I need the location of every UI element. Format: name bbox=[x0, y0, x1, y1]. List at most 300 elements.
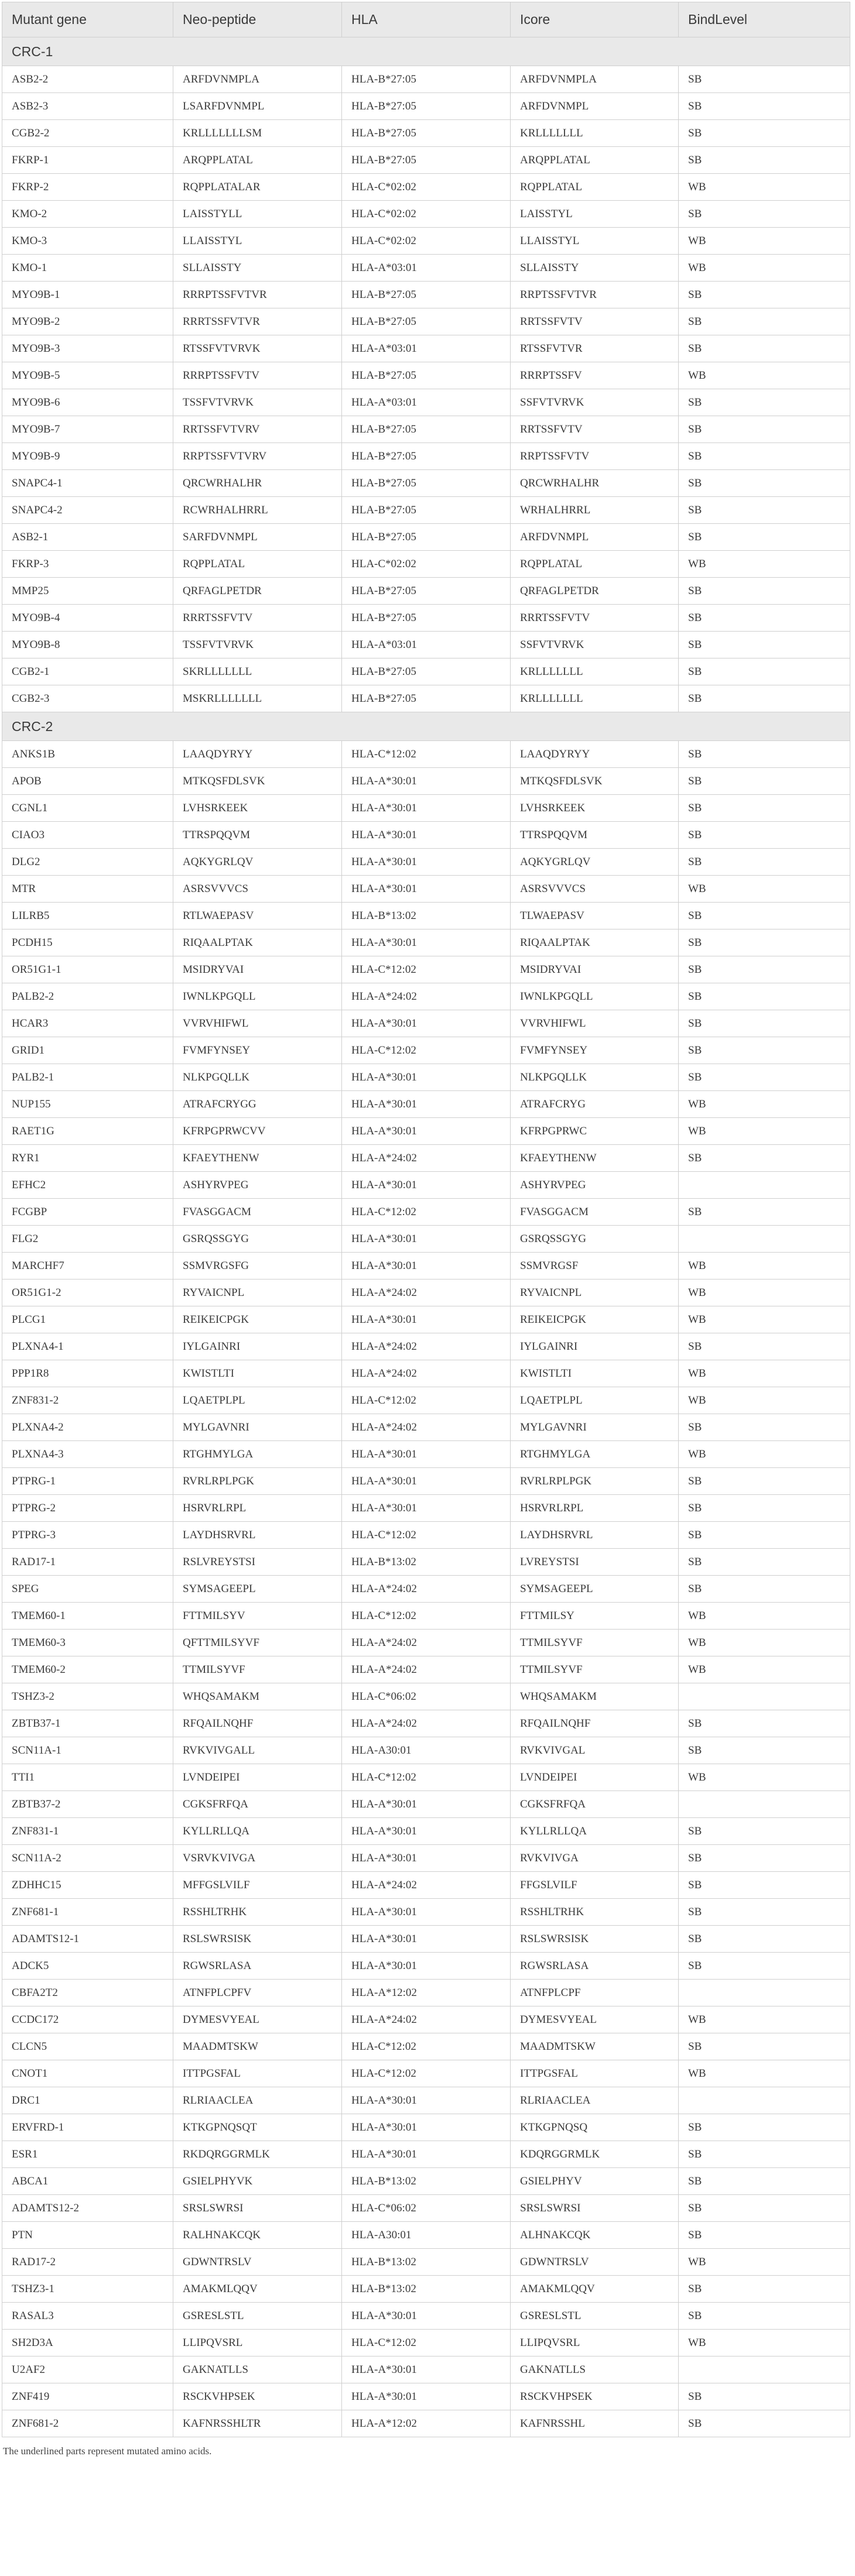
icore-cell: DYMESVYEAL bbox=[511, 2006, 679, 2033]
mutant-gene-cell: ZDHHC15 bbox=[2, 1872, 173, 1899]
hla-cell: HLA-A*24:02 bbox=[342, 1414, 511, 1441]
neo-peptide-cell: WHQSAMAKM bbox=[173, 1683, 342, 1710]
icore-cell: GSRESLSTL bbox=[511, 2303, 679, 2330]
icore-cell: MYLGAVNRI bbox=[511, 1414, 679, 1441]
bindlevel-cell: SB bbox=[679, 2222, 850, 2249]
hla-cell: HLA-B*27:05 bbox=[342, 470, 511, 497]
neo-peptide-cell: ITTPGSFAL bbox=[173, 2060, 342, 2087]
hla-cell: HLA-A*24:02 bbox=[342, 983, 511, 1010]
icore-cell: TTMILSYVF bbox=[511, 1656, 679, 1683]
hla-cell: HLA-A*24:02 bbox=[342, 1145, 511, 1172]
mutant-gene-cell: SCN11A-1 bbox=[2, 1737, 173, 1764]
bindlevel-cell: WB bbox=[679, 1118, 850, 1145]
mutant-gene-cell: CNOT1 bbox=[2, 2060, 173, 2087]
hla-cell: HLA-A*03:01 bbox=[342, 335, 511, 362]
table-row bbox=[2, 741, 850, 768]
icore-cell: LAISSTYL bbox=[511, 201, 679, 228]
table-row bbox=[2, 2168, 850, 2195]
mutant-gene-cell: RASAL3 bbox=[2, 2303, 173, 2330]
bindlevel-cell bbox=[679, 1791, 850, 1818]
mutant-gene-cell: PLXNA4-3 bbox=[2, 1441, 173, 1468]
bindlevel-cell: SB bbox=[679, 1495, 850, 1522]
table-row bbox=[2, 1603, 850, 1630]
neo-peptide-cell: REIKEICPGK bbox=[173, 1306, 342, 1333]
neo-peptide-cell: AMAKMLQQV bbox=[173, 2276, 342, 2303]
mutant-gene-cell: SNAPC4-2 bbox=[2, 497, 173, 524]
column-header-mutant-gene: Mutant gene bbox=[2, 2, 173, 37]
table-row bbox=[2, 795, 850, 822]
table-row bbox=[2, 632, 850, 658]
neo-peptide-cell: GSRESLSTL bbox=[173, 2303, 342, 2330]
table-row bbox=[2, 551, 850, 578]
neo-peptide-cell: ATNFPLCPFV bbox=[173, 1980, 342, 2006]
neo-peptide-cell: FTTMILSYV bbox=[173, 1603, 342, 1630]
neo-peptide-cell: RTGHMYLGA bbox=[173, 1441, 342, 1468]
neo-peptide-cell: RALHNAKCQK bbox=[173, 2222, 342, 2249]
table-row bbox=[2, 1953, 850, 1980]
icore-cell: MSIDRYVAI bbox=[511, 956, 679, 983]
column-header-bindlevel: BindLevel bbox=[679, 2, 850, 37]
neo-peptide-cell: SKRLLLLLLL bbox=[173, 658, 342, 685]
hla-cell: HLA-B*13:02 bbox=[342, 903, 511, 929]
bindlevel-cell: SB bbox=[679, 605, 850, 632]
icore-cell: KFAEYTHENW bbox=[511, 1145, 679, 1172]
neo-peptide-cell: LLAISSTYL bbox=[173, 228, 342, 255]
table-row bbox=[2, 685, 850, 712]
neo-peptide-cell: RSLSWRSISK bbox=[173, 1926, 342, 1953]
icore-cell: KTKGPNQSQ bbox=[511, 2114, 679, 2141]
mutant-gene-cell: CBFA2T2 bbox=[2, 1980, 173, 2006]
mutant-gene-cell: CCDC172 bbox=[2, 2006, 173, 2033]
bindlevel-cell: SB bbox=[679, 929, 850, 956]
mutant-gene-cell: MYO9B-7 bbox=[2, 416, 173, 443]
neo-peptide-cell: RQPPLATALAR bbox=[173, 174, 342, 201]
hla-cell: HLA-A*30:01 bbox=[342, 1468, 511, 1495]
table-row bbox=[2, 1764, 850, 1791]
icore-cell: KRLLLLLLL bbox=[511, 120, 679, 147]
neo-peptide-cell: MTKQSFDLSVK bbox=[173, 768, 342, 795]
hla-cell: HLA-A*30:01 bbox=[342, 1495, 511, 1522]
mutant-gene-cell: MYO9B-9 bbox=[2, 443, 173, 470]
mutant-gene-cell: PLXNA4-2 bbox=[2, 1414, 173, 1441]
neo-peptide-cell: RTSSFVTVRVK bbox=[173, 335, 342, 362]
icore-cell: GDWNTRSLV bbox=[511, 2249, 679, 2276]
bindlevel-cell: SB bbox=[679, 768, 850, 795]
hla-cell: HLA-C*12:02 bbox=[342, 2033, 511, 2060]
hla-cell: HLA-A*30:01 bbox=[342, 1064, 511, 1091]
neo-peptide-cell: LAAQDYRYY bbox=[173, 741, 342, 768]
bindlevel-cell: SB bbox=[679, 1037, 850, 1064]
hla-cell: HLA-B*13:02 bbox=[342, 2249, 511, 2276]
bindlevel-cell: WB bbox=[679, 2060, 850, 2087]
mutant-gene-cell: PALB2-1 bbox=[2, 1064, 173, 1091]
neo-peptide-cell: RTLWAEPASV bbox=[173, 903, 342, 929]
mutant-gene-cell: ADCK5 bbox=[2, 1953, 173, 1980]
mutant-gene-cell: MYO9B-1 bbox=[2, 282, 173, 308]
icore-cell: RQPPLATAL bbox=[511, 174, 679, 201]
hla-cell: HLA-C*12:02 bbox=[342, 2060, 511, 2087]
neo-peptide-cell: RFQAILNQHF bbox=[173, 1710, 342, 1737]
hla-cell: HLA-B*13:02 bbox=[342, 1549, 511, 1576]
icore-cell: LVREYSTSI bbox=[511, 1549, 679, 1576]
neo-peptide-cell: LVNDEIPEI bbox=[173, 1764, 342, 1791]
table-row bbox=[2, 2249, 850, 2276]
mutant-gene-cell: PLCG1 bbox=[2, 1306, 173, 1333]
column-header-icore: Icore bbox=[511, 2, 679, 37]
mutant-gene-cell: GRID1 bbox=[2, 1037, 173, 1064]
hla-cell: HLA-B*27:05 bbox=[342, 308, 511, 335]
group-label: CRC-1 bbox=[2, 37, 850, 66]
neo-peptide-cell: MAADMTSKW bbox=[173, 2033, 342, 2060]
mutant-gene-cell: FLG2 bbox=[2, 1226, 173, 1253]
neo-peptide-cell: NLKPGQLLK bbox=[173, 1064, 342, 1091]
icore-cell: ALHNAKCQK bbox=[511, 2222, 679, 2249]
hla-cell: HLA-B*27:05 bbox=[342, 66, 511, 93]
hla-cell: HLA-A*30:01 bbox=[342, 768, 511, 795]
table-row bbox=[2, 605, 850, 632]
icore-cell: NLKPGQLLK bbox=[511, 1064, 679, 1091]
hla-cell: HLA-C*02:02 bbox=[342, 174, 511, 201]
bindlevel-cell: SB bbox=[679, 1414, 850, 1441]
icore-cell: RQPPLATAL bbox=[511, 551, 679, 578]
column-header-hla: HLA bbox=[342, 2, 511, 37]
mutant-gene-cell: U2AF2 bbox=[2, 2357, 173, 2383]
hla-cell: HLA-B*27:05 bbox=[342, 658, 511, 685]
hla-cell: HLA-A*30:01 bbox=[342, 1091, 511, 1118]
neo-peptide-cell: IYLGAINRI bbox=[173, 1333, 342, 1360]
icore-cell: AQKYGRLQV bbox=[511, 849, 679, 876]
bindlevel-cell: SB bbox=[679, 335, 850, 362]
table-row bbox=[2, 2033, 850, 2060]
table-row bbox=[2, 1522, 850, 1549]
neo-peptide-cell: MYLGAVNRI bbox=[173, 1414, 342, 1441]
neo-peptide-cell: RRRTSSFVTVR bbox=[173, 308, 342, 335]
neo-peptide-cell: RRRPTSSFVTV bbox=[173, 362, 342, 389]
bindlevel-cell: SB bbox=[679, 308, 850, 335]
hla-cell: HLA-C*12:02 bbox=[342, 1764, 511, 1791]
neo-peptide-cell: SARFDVNMPL bbox=[173, 524, 342, 551]
neo-peptide-cell: SYMSAGEEPL bbox=[173, 1576, 342, 1603]
table-row bbox=[2, 876, 850, 903]
table-row bbox=[2, 1226, 850, 1253]
hla-cell: HLA-A*24:02 bbox=[342, 1630, 511, 1656]
neo-peptide-cell: RVKVIVGALL bbox=[173, 1737, 342, 1764]
mutant-gene-cell: OR51G1-2 bbox=[2, 1280, 173, 1306]
table-row bbox=[2, 308, 850, 335]
bindlevel-cell bbox=[679, 1980, 850, 2006]
icore-cell: GSRQSSGYG bbox=[511, 1226, 679, 1253]
neo-peptide-cell: IWNLKPGQLL bbox=[173, 983, 342, 1010]
icore-cell: ARFDVNMPLA bbox=[511, 66, 679, 93]
hla-cell: HLA-C*12:02 bbox=[342, 956, 511, 983]
hla-cell: HLA-A*30:01 bbox=[342, 1010, 511, 1037]
neo-peptide-cell: KFAEYTHENW bbox=[173, 1145, 342, 1172]
icore-cell: IYLGAINRI bbox=[511, 1333, 679, 1360]
neo-peptide-cell: TTMILSYVF bbox=[173, 1656, 342, 1683]
icore-cell: RVRLRPLPGK bbox=[511, 1468, 679, 1495]
bindlevel-cell: WB bbox=[679, 1280, 850, 1306]
mutant-gene-cell: LILRB5 bbox=[2, 903, 173, 929]
mutant-gene-cell: SNAPC4-1 bbox=[2, 470, 173, 497]
hla-cell: HLA-A*03:01 bbox=[342, 255, 511, 282]
table-row bbox=[2, 1306, 850, 1333]
neo-peptide-cell: VSRVKVIVGA bbox=[173, 1845, 342, 1872]
icore-cell: SSMVRGSF bbox=[511, 1253, 679, 1280]
mutant-gene-cell: SCN11A-2 bbox=[2, 1845, 173, 1872]
icore-cell: ITTPGSFAL bbox=[511, 2060, 679, 2087]
neo-peptide-cell: RRTSSFVTVRV bbox=[173, 416, 342, 443]
bindlevel-cell: SB bbox=[679, 497, 850, 524]
table-row bbox=[2, 1145, 850, 1172]
hla-cell: HLA-A*30:01 bbox=[342, 1953, 511, 1980]
neo-peptide-cell: LAYDHSRVRL bbox=[173, 1522, 342, 1549]
mutant-gene-cell: DLG2 bbox=[2, 849, 173, 876]
mutant-gene-cell: PTPRG-1 bbox=[2, 1468, 173, 1495]
hla-cell: HLA-A*30:01 bbox=[342, 1845, 511, 1872]
icore-cell: MAADMTSKW bbox=[511, 2033, 679, 2060]
mutant-gene-cell: ADAMTS12-1 bbox=[2, 1926, 173, 1953]
bindlevel-cell: SB bbox=[679, 1145, 850, 1172]
table-row bbox=[2, 1549, 850, 1576]
table-row bbox=[2, 1199, 850, 1226]
neo-peptide-cell: SSMVRGSFG bbox=[173, 1253, 342, 1280]
bindlevel-cell: SB bbox=[679, 658, 850, 685]
hla-cell: HLA-B*27:05 bbox=[342, 443, 511, 470]
table-row bbox=[2, 1576, 850, 1603]
bindlevel-cell: SB bbox=[679, 201, 850, 228]
hla-cell: HLA-A*30:01 bbox=[342, 1306, 511, 1333]
icore-cell: WRHALHRRL bbox=[511, 497, 679, 524]
mutant-gene-cell: ZNF681-1 bbox=[2, 1899, 173, 1926]
bindlevel-cell: SB bbox=[679, 1199, 850, 1226]
neo-peptide-cell: RRRTSSFVTV bbox=[173, 605, 342, 632]
mutant-gene-cell: TSHZ3-2 bbox=[2, 1683, 173, 1710]
hla-cell: HLA-B*27:05 bbox=[342, 416, 511, 443]
icore-cell: SLLAISSTY bbox=[511, 255, 679, 282]
table-row bbox=[2, 2195, 850, 2222]
icore-cell: RGWSRLASA bbox=[511, 1953, 679, 1980]
icore-cell: ASHYRVPEG bbox=[511, 1172, 679, 1199]
table-row bbox=[2, 282, 850, 308]
neo-peptide-cell: LVHSRKEEK bbox=[173, 795, 342, 822]
mutant-gene-cell: MYO9B-5 bbox=[2, 362, 173, 389]
hla-cell: HLA-A*24:02 bbox=[342, 2006, 511, 2033]
icore-cell: ATNFPLCPF bbox=[511, 1980, 679, 2006]
table-row bbox=[2, 1118, 850, 1145]
neo-peptide-cell: MSIDRYVAI bbox=[173, 956, 342, 983]
bindlevel-cell: SB bbox=[679, 741, 850, 768]
table-row bbox=[2, 1414, 850, 1441]
neo-peptide-cell: RRRPTSSFVTVR bbox=[173, 282, 342, 308]
hla-cell: HLA-A*24:02 bbox=[342, 1576, 511, 1603]
hla-cell: HLA-C*12:02 bbox=[342, 1199, 511, 1226]
table-row bbox=[2, 929, 850, 956]
table-row bbox=[2, 1495, 850, 1522]
bindlevel-cell: SB bbox=[679, 2033, 850, 2060]
hla-cell: HLA-B*13:02 bbox=[342, 2276, 511, 2303]
icore-cell: RSSHLTRHK bbox=[511, 1899, 679, 1926]
icore-cell: TTRSPQQVM bbox=[511, 822, 679, 849]
mutant-gene-cell: PLXNA4-1 bbox=[2, 1333, 173, 1360]
icore-cell: RRTSSFVTV bbox=[511, 308, 679, 335]
hla-cell: HLA-A*30:01 bbox=[342, 1926, 511, 1953]
hla-cell: HLA-B*27:05 bbox=[342, 578, 511, 605]
hla-cell: HLA-C*12:02 bbox=[342, 741, 511, 768]
neo-peptide-cell: LQAETPLPL bbox=[173, 1387, 342, 1414]
icore-cell: KAFNRSSHL bbox=[511, 2410, 679, 2437]
bindlevel-cell: SB bbox=[679, 1064, 850, 1091]
hla-cell: HLA-A*30:01 bbox=[342, 2141, 511, 2168]
table-row bbox=[2, 983, 850, 1010]
neo-peptide-cell: AQKYGRLQV bbox=[173, 849, 342, 876]
hla-cell: HLA-C*12:02 bbox=[342, 1387, 511, 1414]
table-row bbox=[2, 2276, 850, 2303]
bindlevel-cell: SB bbox=[679, 93, 850, 120]
icore-cell: FVASGGACM bbox=[511, 1199, 679, 1226]
table-row bbox=[2, 1172, 850, 1199]
bindlevel-cell: SB bbox=[679, 2114, 850, 2141]
icore-cell: MTKQSFDLSVK bbox=[511, 768, 679, 795]
table-row bbox=[2, 2222, 850, 2249]
icore-cell: LQAETPLPL bbox=[511, 1387, 679, 1414]
bindlevel-cell: SB bbox=[679, 1710, 850, 1737]
icore-cell: REIKEICPGK bbox=[511, 1306, 679, 1333]
bindlevel-cell: SB bbox=[679, 282, 850, 308]
bindlevel-cell: WB bbox=[679, 2006, 850, 2033]
bindlevel-cell: SB bbox=[679, 1818, 850, 1845]
neo-peptide-cell: DYMESVYEAL bbox=[173, 2006, 342, 2033]
table-row bbox=[2, 2303, 850, 2330]
hla-cell: HLA-A30:01 bbox=[342, 2222, 511, 2249]
neo-peptide-cell: RSSHLTRHK bbox=[173, 1899, 342, 1926]
table-row bbox=[2, 1926, 850, 1953]
mutant-gene-cell: FCGBP bbox=[2, 1199, 173, 1226]
icore-cell: LAYDHSRVRL bbox=[511, 1522, 679, 1549]
hla-cell: HLA-C*02:02 bbox=[342, 551, 511, 578]
icore-cell: RSLSWRSISK bbox=[511, 1926, 679, 1953]
neo-peptide-cell: SLLAISSTY bbox=[173, 255, 342, 282]
hla-cell: HLA-C*12:02 bbox=[342, 1037, 511, 1064]
mutant-gene-cell: RAET1G bbox=[2, 1118, 173, 1145]
mutant-gene-cell: PTPRG-3 bbox=[2, 1522, 173, 1549]
hla-cell: HLA-A*03:01 bbox=[342, 389, 511, 416]
neo-peptide-cell: RSLVREYSTSI bbox=[173, 1549, 342, 1576]
mutant-gene-cell: HCAR3 bbox=[2, 1010, 173, 1037]
mutant-gene-cell: RAD17-1 bbox=[2, 1549, 173, 1576]
table-row bbox=[2, 1791, 850, 1818]
bindlevel-cell: SB bbox=[679, 147, 850, 174]
neo-peptide-cell: KFRPGPRWCVV bbox=[173, 1118, 342, 1145]
table-row bbox=[2, 2060, 850, 2087]
table-row bbox=[2, 335, 850, 362]
bindlevel-cell: SB bbox=[679, 524, 850, 551]
mutant-gene-cell: ASB2-1 bbox=[2, 524, 173, 551]
table-row bbox=[2, 66, 850, 93]
table-row bbox=[2, 1387, 850, 1414]
table-row bbox=[2, 1872, 850, 1899]
hla-cell: HLA-A*24:02 bbox=[342, 1360, 511, 1387]
icore-cell: LVNDEIPEI bbox=[511, 1764, 679, 1791]
icore-cell: RIQAALPTAK bbox=[511, 929, 679, 956]
bindlevel-cell: SB bbox=[679, 66, 850, 93]
hla-cell: HLA-A*30:01 bbox=[342, 929, 511, 956]
table-row bbox=[2, 2330, 850, 2357]
table-row bbox=[2, 2383, 850, 2410]
table-row bbox=[2, 443, 850, 470]
bindlevel-cell: SB bbox=[679, 1010, 850, 1037]
neo-peptide-cell: LAISSTYLL bbox=[173, 201, 342, 228]
icore-cell: ATRAFCRYG bbox=[511, 1091, 679, 1118]
mutant-gene-cell: ZNF831-2 bbox=[2, 1387, 173, 1414]
table-row bbox=[2, 1441, 850, 1468]
neo-peptide-cell: FVASGGACM bbox=[173, 1199, 342, 1226]
bindlevel-cell: SB bbox=[679, 2195, 850, 2222]
table-row bbox=[2, 497, 850, 524]
bindlevel-cell: SB bbox=[679, 983, 850, 1010]
mutant-gene-cell: ESR1 bbox=[2, 2141, 173, 2168]
table-row bbox=[2, 120, 850, 147]
hla-cell: HLA-A30:01 bbox=[342, 1737, 511, 1764]
mutant-gene-cell: CGB2-3 bbox=[2, 685, 173, 712]
neo-peptide-cell: GSRQSSGYG bbox=[173, 1226, 342, 1253]
hla-cell: HLA-A*30:01 bbox=[342, 2383, 511, 2410]
table-row bbox=[2, 1360, 850, 1387]
icore-cell: GSIELPHYV bbox=[511, 2168, 679, 2195]
group-header-row bbox=[2, 37, 850, 66]
neo-peptide-cell: ATRAFCRYGG bbox=[173, 1091, 342, 1118]
hla-cell: HLA-A*24:02 bbox=[342, 1280, 511, 1306]
mutant-gene-cell: ZBTB37-2 bbox=[2, 1791, 173, 1818]
icore-cell: IWNLKPGQLL bbox=[511, 983, 679, 1010]
mutant-gene-cell: PTN bbox=[2, 2222, 173, 2249]
bindlevel-cell: SB bbox=[679, 632, 850, 658]
bindlevel-cell: SB bbox=[679, 2168, 850, 2195]
hla-cell: HLA-A*24:02 bbox=[342, 1710, 511, 1737]
table-row bbox=[2, 1064, 850, 1091]
bindlevel-cell: SB bbox=[679, 2410, 850, 2437]
table-row bbox=[2, 578, 850, 605]
bindlevel-cell: SB bbox=[679, 822, 850, 849]
icore-cell: ARFDVNMPL bbox=[511, 524, 679, 551]
mutant-gene-cell: PALB2-2 bbox=[2, 983, 173, 1010]
neo-peptide-cell: LSARFDVNMPL bbox=[173, 93, 342, 120]
icore-cell: RTSSFVTVR bbox=[511, 335, 679, 362]
bindlevel-cell: SB bbox=[679, 1468, 850, 1495]
table-row bbox=[2, 2410, 850, 2437]
icore-cell: RLRIAACLEA bbox=[511, 2087, 679, 2114]
neo-peptide-cell: QFTTMILSYVF bbox=[173, 1630, 342, 1656]
table-row bbox=[2, 849, 850, 876]
header-row bbox=[2, 2, 850, 37]
mutant-gene-cell: ASB2-3 bbox=[2, 93, 173, 120]
bindlevel-cell bbox=[679, 1172, 850, 1199]
icore-cell: AMAKMLQQV bbox=[511, 2276, 679, 2303]
neo-peptide-cell: RVRLRPLPGK bbox=[173, 1468, 342, 1495]
hla-cell: HLA-C*02:02 bbox=[342, 228, 511, 255]
icore-cell: RFQAILNQHF bbox=[511, 1710, 679, 1737]
mutant-gene-cell: TTI1 bbox=[2, 1764, 173, 1791]
mutant-gene-cell: CGB2-1 bbox=[2, 658, 173, 685]
icore-cell: HSRVRLRPL bbox=[511, 1495, 679, 1522]
hla-cell: HLA-A*30:01 bbox=[342, 1172, 511, 1199]
mutant-gene-cell: CLCN5 bbox=[2, 2033, 173, 2060]
icore-cell: RRPTSSFVTVR bbox=[511, 282, 679, 308]
hla-cell: HLA-A*30:01 bbox=[342, 1118, 511, 1145]
table-row bbox=[2, 1980, 850, 2006]
mutant-gene-cell: ZBTB37-1 bbox=[2, 1710, 173, 1737]
neo-peptide-cell: RIQAALPTAK bbox=[173, 929, 342, 956]
table-row bbox=[2, 147, 850, 174]
